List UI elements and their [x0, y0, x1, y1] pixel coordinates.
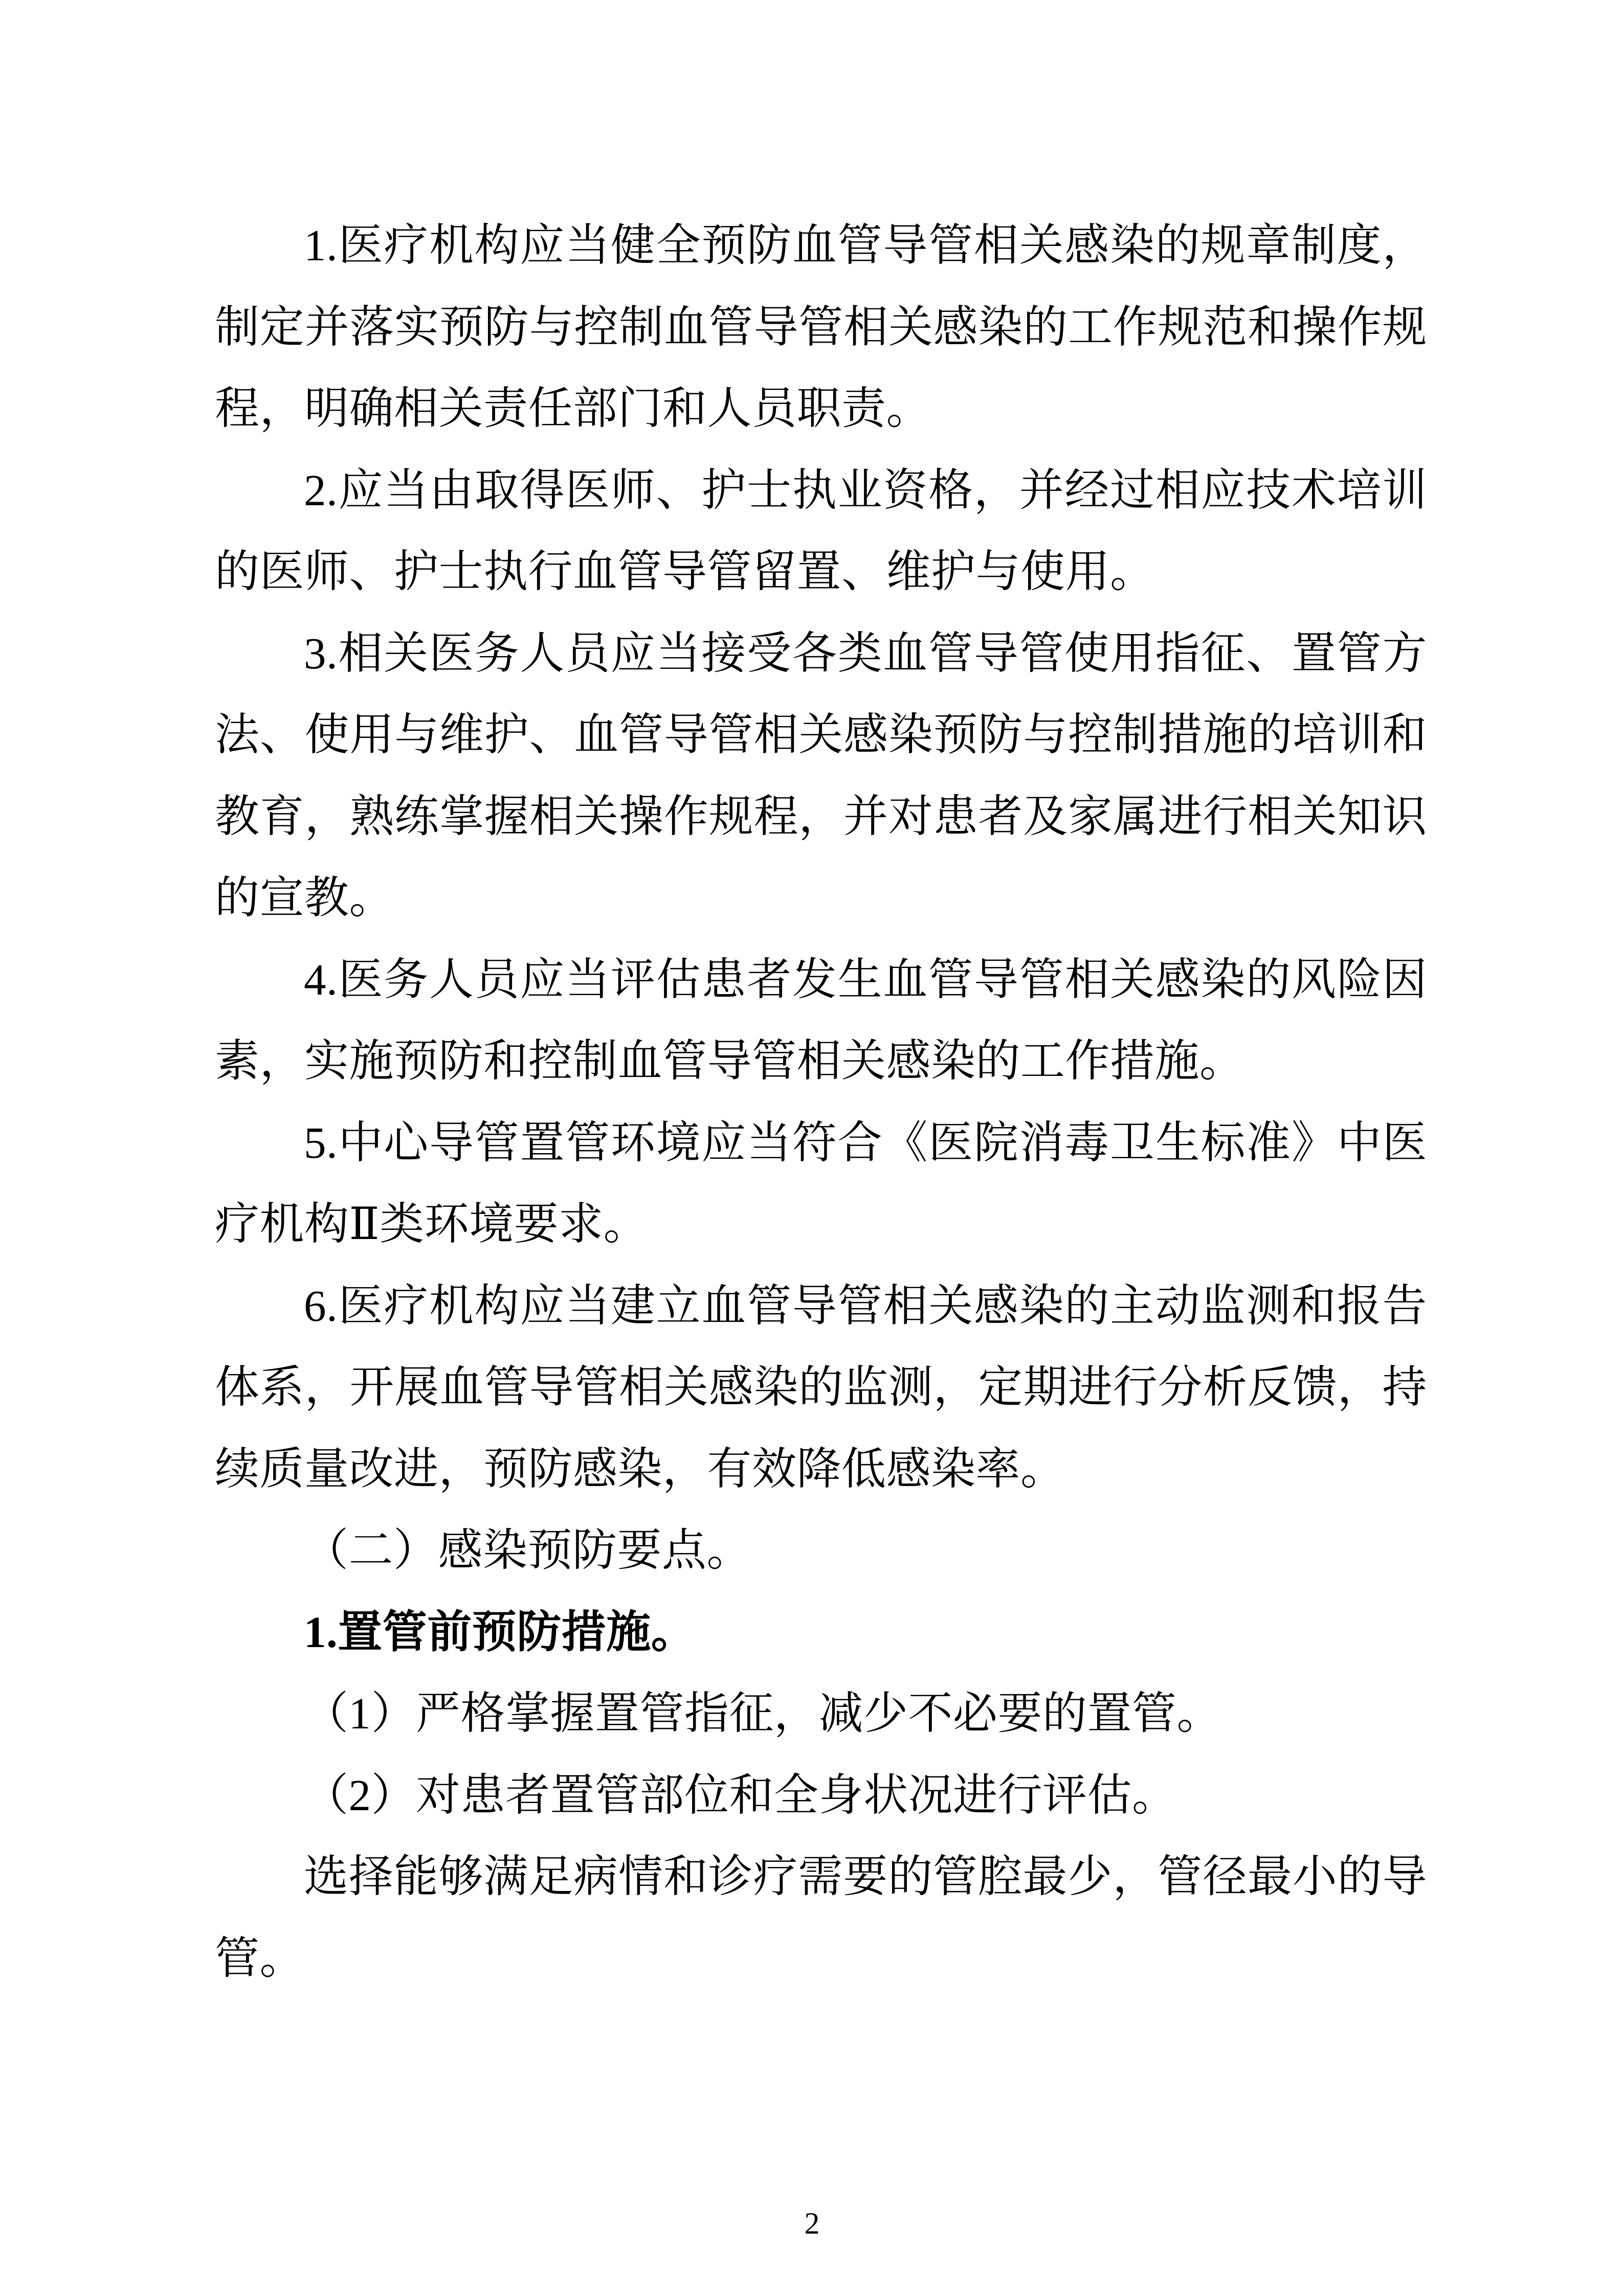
text-line: （2）对患者置管部位和全身状况进行评估。: [304, 1770, 1177, 1820]
text-line: 3.相关医务人员应当接受各类血管导管使用指征、置管方: [304, 628, 1427, 678]
page-number: 2: [804, 2207, 820, 2240]
text-line: 4.医务人员应当评估患者发生血管导管相关感染的风险因: [304, 954, 1427, 1004]
text-line: 体系，开展血管导管相关感染的监测，定期进行分析反馈，持: [215, 1362, 1427, 1412]
text-line: 疗机构Ⅱ类环境要求。: [215, 1199, 649, 1249]
text-line: 的医师、护士执行血管导管留置、维护与使用。: [215, 547, 1155, 596]
text-line: 5.中心导管置管环境应当符合《医院消毒卫生标准》中医: [304, 1117, 1427, 1167]
text-line: 选择能够满足病情和诊疗需要的管腔最少，管径最小的导: [304, 1852, 1427, 1901]
text-line: 1.医疗机构应当健全预防血管导管相关感染的规章制度，: [304, 220, 1427, 270]
text-line: 法、使用与维护、血管导管相关感染预防与控制措施的培训和: [215, 710, 1427, 759]
text-line: 教育，熟练掌握相关操作规程，并对患者及家属进行相关知识: [215, 791, 1427, 841]
section-heading: （二）感染预防要点。: [304, 1525, 751, 1575]
text-line: 的宣教。: [215, 873, 394, 922]
subsection-heading: 1.置管前预防措施。: [304, 1607, 696, 1657]
text-line: （1）严格掌握置管指征，减少不必要的置管。: [304, 1689, 1221, 1738]
text-line: 2.应当由取得医师、护士执业资格，并经过相应技术培训: [304, 465, 1427, 515]
text-line: 制定并落实预防与控制血管导管相关感染的工作规范和操作规: [215, 302, 1427, 352]
document-body: [215, 205, 1427, 1999]
text-line: 管。: [215, 1933, 304, 1983]
text-line: 素，实施预防和控制血管导管相关感染的工作措施。: [215, 1036, 1244, 1086]
text-line: 程，明确相关责任部门和人员职责。: [215, 384, 931, 433]
text-line: 6.医疗机构应当建立血管导管相关感染的主动监测和报告: [304, 1280, 1427, 1331]
text-line: 续质量改进，预防感染，有效降低感染率。: [215, 1444, 1065, 1494]
